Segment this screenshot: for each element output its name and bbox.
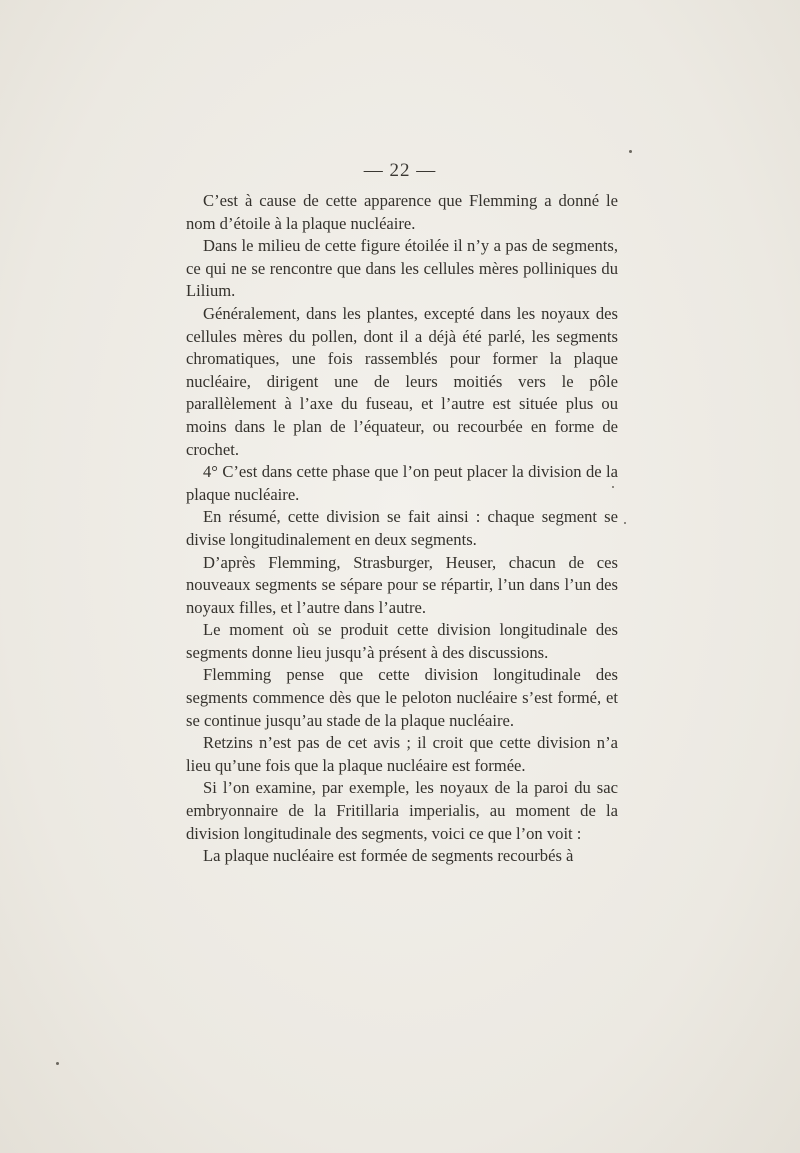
paragraph: Le moment où se produit cette division longitudinale des segments donne lieu jusqu’à présent à des discussions. xyxy=(186,620,618,662)
scan-speck xyxy=(56,1062,59,1065)
scan-speck xyxy=(612,486,614,488)
paragraph: 4° C’est dans cette phase que l’on peut placer la division de la plaque nucléaire. xyxy=(186,462,618,504)
paragraph: C’est à cause de cette apparence que Flemming a donné le nom d’étoile à la plaque nucléaire. xyxy=(186,191,618,233)
paragraph: Généralement, dans les plantes, excepté dans les noyaux des cellules mères du pollen, dont il a déjà été parlé, les segments chromatiques, une fois rassemblés pour former la plaque nucléaire, dirigent une de leurs moitiés vers le pôle parallèlement à l’axe du fuseau, et l’autre est située plus ou moins dans le plan de l’équateur, ou recourbée en forme de crochet. xyxy=(186,303,618,459)
paragraph: La plaque nucléaire est formée de segments recourbés à xyxy=(203,846,574,866)
page-number: — 22 — xyxy=(363,160,437,181)
scan-speck xyxy=(629,150,632,153)
paragraph: Flemming pense que cette division longitudinale des segments commence dès que le peloton nucléaire s’est formé, et se continue jusqu’au stade de la plaque nucléaire. xyxy=(186,665,618,730)
paragraph: En résumé, cette division se fait ainsi : chaque segment se divise longitudinalement en deux segments. xyxy=(186,507,618,549)
paragraph: Retzins n’est pas de cet avis ; il croit que cette division n’a lieu qu’une fois que la plaque nucléaire est formée. xyxy=(186,733,618,775)
scan-speck xyxy=(624,522,626,524)
paragraph: Si l’on examine, par exemple, les noyaux de la paroi du sac embryonnaire de la Fritillaria imperialis, au moment de la division longitudinale des segments, voici ce que l’on voit : xyxy=(186,778,618,843)
body-text xyxy=(186,190,618,868)
paragraph: Dans le milieu de cette figure étoilée il n’y a pas de segments, ce qui ne se rencontre que dans les cellules mères polliniques du Lilium. xyxy=(186,236,618,301)
paragraph: D’après Flemming, Strasburger, Heuser, chacun de ces nouveaux segments se sépare pour se répartir, l’un dans l’un des noyaux filles, et l’autre dans l’autre. xyxy=(186,552,618,617)
